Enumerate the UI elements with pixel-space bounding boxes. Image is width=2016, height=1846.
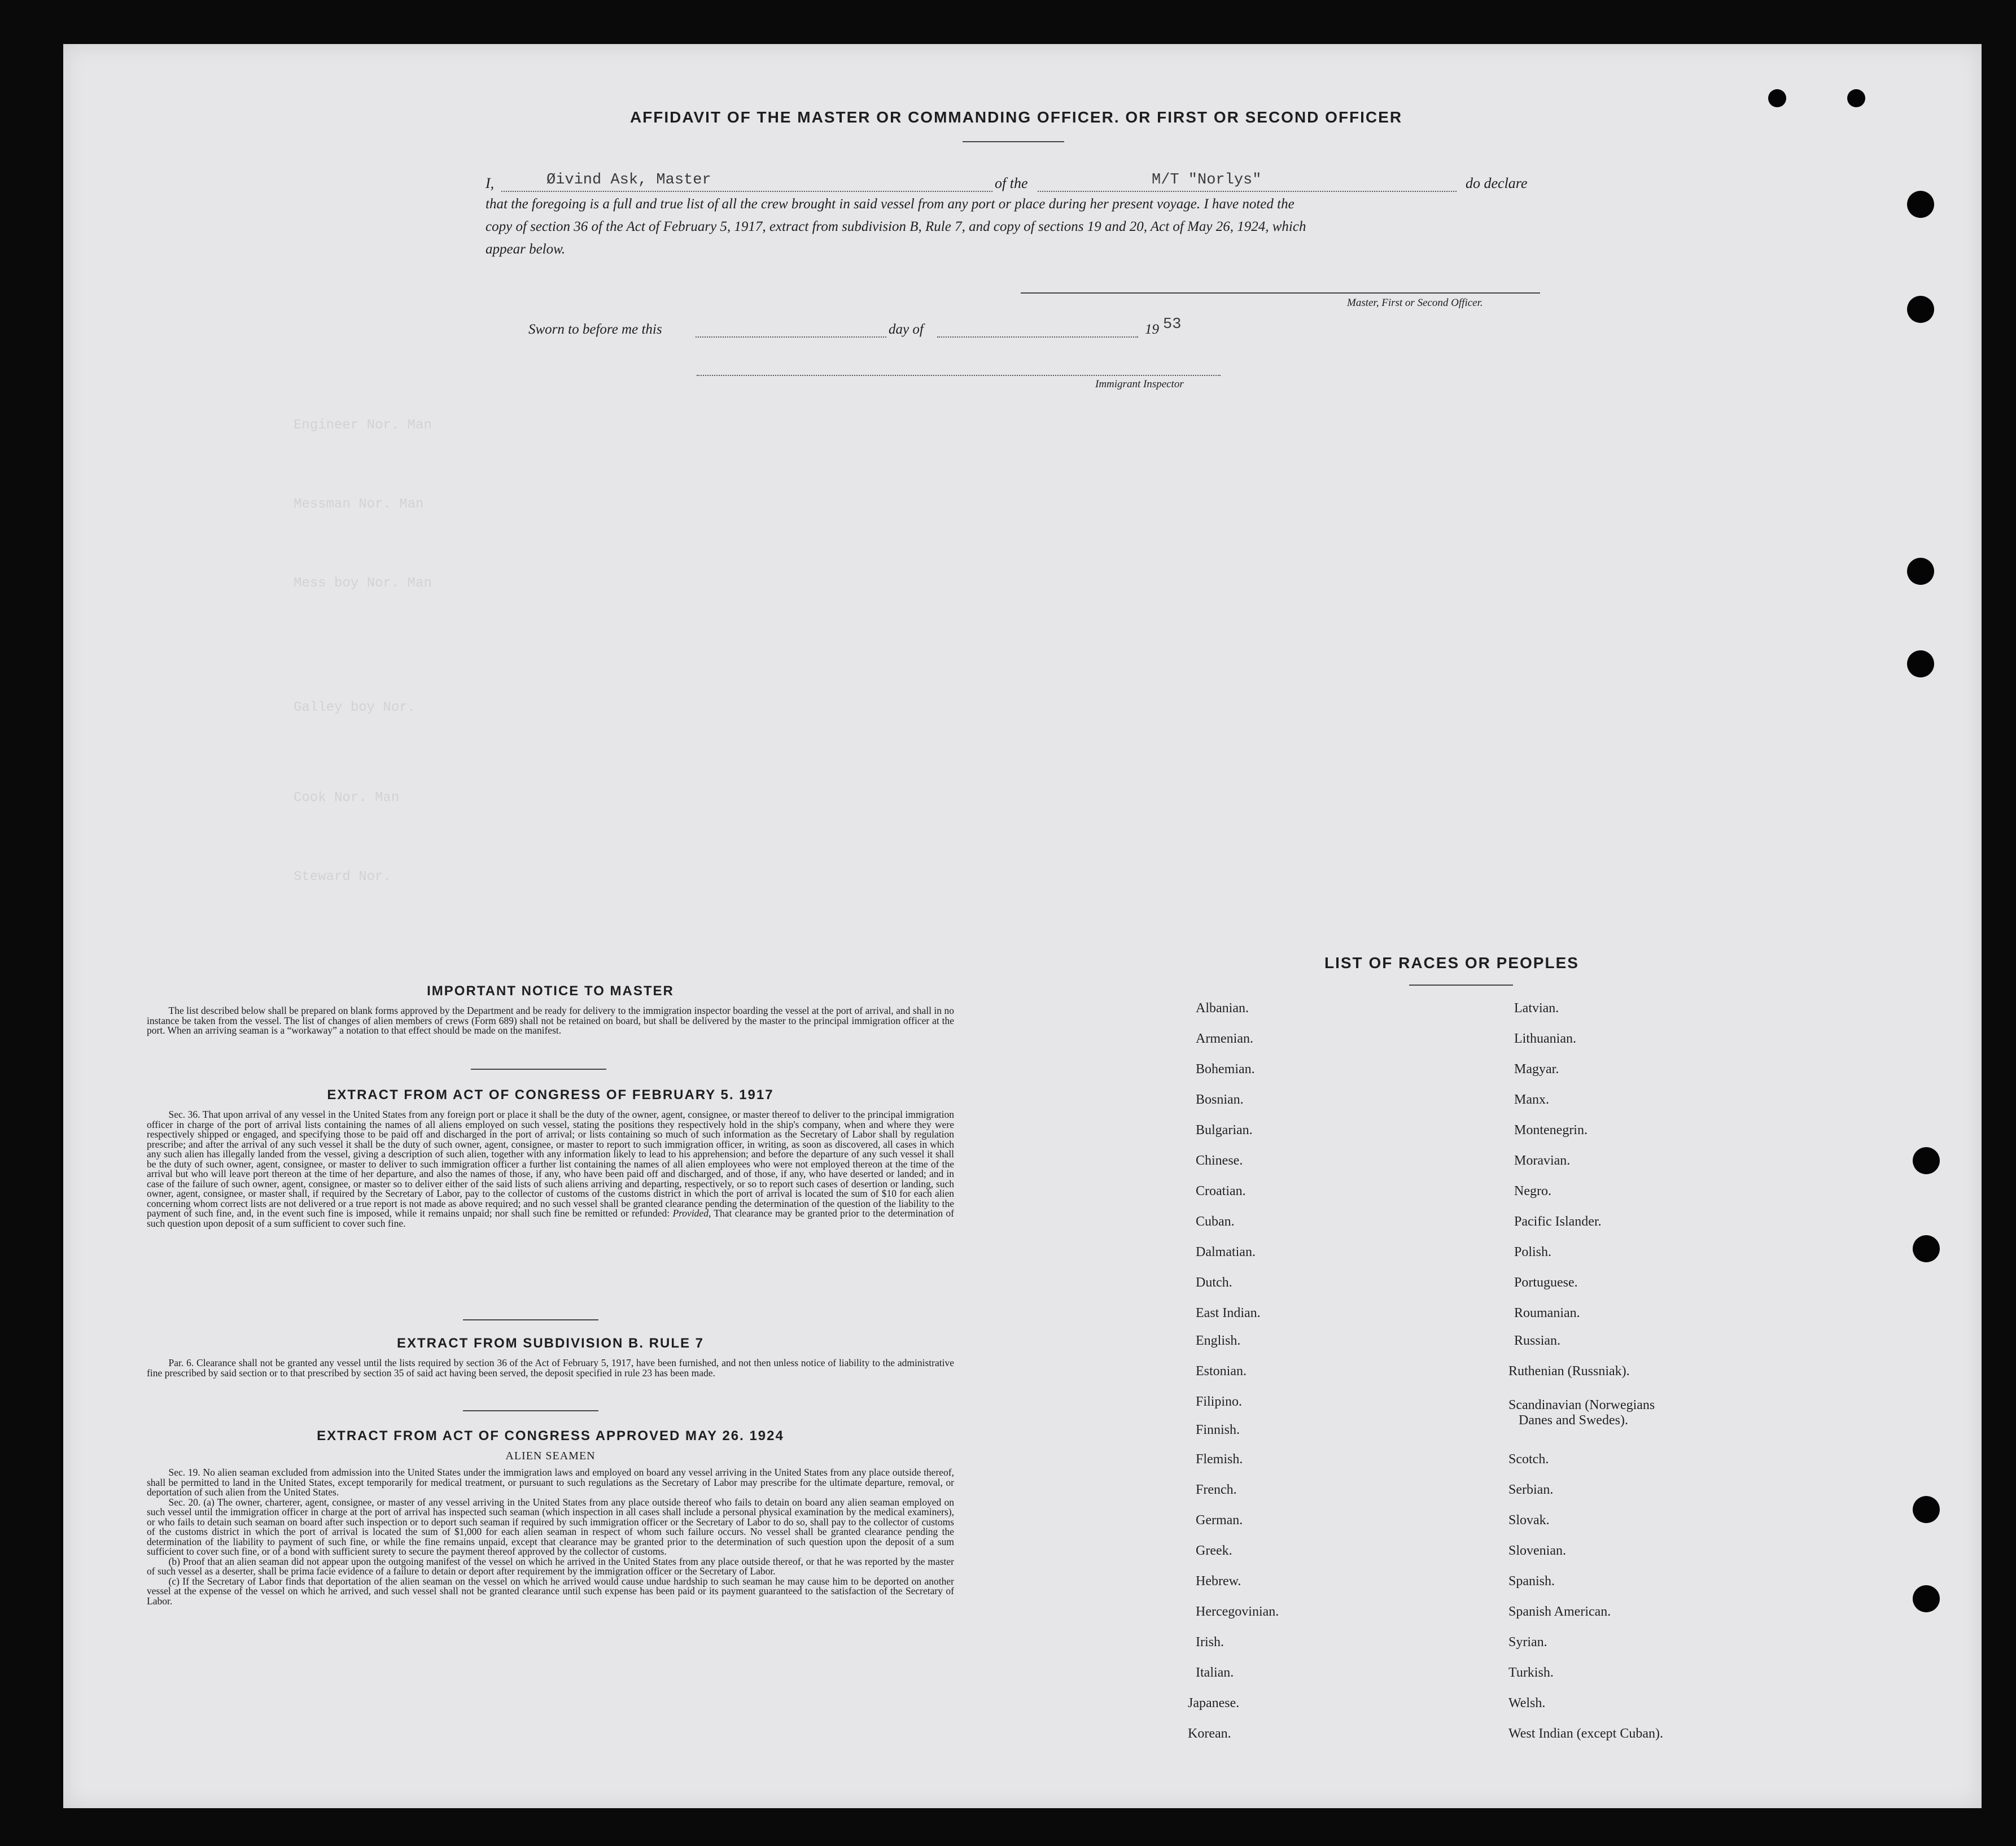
- inspector-caption: Immigrant Inspector: [1095, 378, 1184, 390]
- inspector-line: [697, 375, 1221, 376]
- master-name-line: [501, 191, 992, 192]
- binder-hole: [1913, 1147, 1940, 1174]
- affidavit-body-line3: appear below.: [486, 242, 566, 257]
- race-item: Manx.: [1514, 1092, 1549, 1107]
- race-item: Scotch.: [1508, 1452, 1549, 1467]
- race-item: Hebrew.: [1196, 1574, 1241, 1589]
- month-line: [937, 336, 1138, 338]
- race-item: Serbian.: [1508, 1482, 1554, 1497]
- divider: [963, 141, 1064, 142]
- race-item: Flemish.: [1196, 1452, 1243, 1467]
- year-prefix: 19: [1145, 322, 1159, 337]
- affidavit-i-label: I,: [486, 175, 495, 191]
- rule7-title: EXTRACT FROM SUBDIVISION B. RULE 7: [396, 1336, 705, 1351]
- race-item: Dutch.: [1196, 1275, 1232, 1290]
- race-item: Portuguese.: [1514, 1275, 1578, 1290]
- race-item: Armenian.: [1196, 1031, 1253, 1046]
- sworn-label: Sworn to before me this: [528, 322, 662, 337]
- race-item: Welsh.: [1508, 1696, 1546, 1711]
- divider: [463, 1410, 598, 1411]
- master-name-value: Øivind Ask, Master: [546, 172, 711, 189]
- binder-hole: [1907, 650, 1934, 677]
- race-item: West Indian (except Cuban).: [1508, 1726, 1663, 1741]
- binder-hole: [1907, 191, 1934, 218]
- sec20a-paragraph: [147, 1498, 954, 1557]
- extract-1924-body: [147, 1468, 954, 1606]
- rule7-body: Par. 6. Clearance shall not be granted any vessel until the lists required by section 36 of the Act of February 5, 1917, have been furnished, and not then unless notice of liability to the administrative fine prescribed by said section or to that prescribed by section 35 of said act having been served, the deposit specified in rule 23 has been made.: [147, 1357, 954, 1379]
- race-item: French.: [1196, 1482, 1237, 1497]
- race-item: Ruthenian (Russniak).: [1508, 1364, 1630, 1379]
- race-item: Albanian.: [1196, 1001, 1249, 1016]
- race-item: Cuban.: [1196, 1214, 1235, 1229]
- extract-1917-text: That upon arrival of any vessel in the United States from any foreign port or place it shall be the duty of the owner, agent, consignee, or master thereof to deliver to the principal immigration officer in charge of the port of arrival lists containing the names of all aliens employed on such vessel, stating the positions they respectively hold in the ship's company, when and where they were respectively shipped or engaged, and specifying those to be paid off and discharged in the port of arrival; or lists containing so much of such information as the Secretary of Labor shall by regulation prescribe; and after the arrival of any such vessel it shall be the duty of such owner, agent, consignee, or master to report to such immigration officer, in writing, as soon as discovered, all cases in which any such alien has illegally landed from the vessel, giving a description of such alien, together with any information likely to lead to his apprehension; and before the departure of any such vessel it shall be the duty of such owner, agent, consignee, or master to deliver to such immigration officer a further list containing the names of all alien employees who were not employed thereon at the time of the arrival but who will leave port thereon at the time of her departure, and also the names of those, if any, who have been paid off and discharged, and of those, if any, who have deserted or landed; and in case of the failure of such owner, agent, consignee, or master so to deliver either of the said lists of such aliens arriving and departing, respectively, or so to report such cases of desertion or landing, such owner, agent, consignee, or master shall, if required by the Secretary of Labor, pay to the collector of customs of the customs district in which the port of arrival is located the sum of $10 for each alien concerning whom correct lists are not delivered or a true report is not made as above required; and no such vessel shall be granted clearance pending the determination of the question of the liability to the payment of such fine, and, in the event such fine is imposed, while it remains unpaid; nor shall such fine be remitted or refunded:: [147, 1109, 954, 1219]
- provided-label: Provided,: [672, 1208, 711, 1219]
- race-item: Slovenian.: [1508, 1543, 1566, 1558]
- extract-1924-subtitle: ALIEN SEAMEN: [505, 1450, 596, 1462]
- race-item: Bulgarian.: [1196, 1123, 1253, 1138]
- sec19-label: Sec. 19.: [168, 1467, 200, 1478]
- race-item: Hercegovinian.: [1196, 1604, 1279, 1619]
- day-of-label: day of: [889, 322, 924, 337]
- do-declare-label: do declare: [1466, 175, 1528, 191]
- binder-hole: [1913, 1496, 1940, 1523]
- race-item: Montenegrin.: [1514, 1123, 1588, 1138]
- divider: [1409, 985, 1513, 986]
- race-item: Bohemian.: [1196, 1062, 1255, 1077]
- divider: [471, 1069, 606, 1070]
- race-item: Magyar.: [1514, 1062, 1559, 1077]
- of-the-label: of the: [995, 175, 1028, 191]
- race-item: Roumanian.: [1514, 1306, 1580, 1320]
- extract-1917-sec-label: Sec. 36.: [168, 1109, 200, 1120]
- race-item: Finnish.: [1196, 1423, 1240, 1437]
- binder-hole: [1907, 558, 1934, 585]
- extract-1917-body: [147, 1110, 954, 1228]
- race-item: Moravian.: [1514, 1153, 1571, 1168]
- race-item: Filipino.: [1196, 1394, 1243, 1409]
- race-item: Syrian.: [1508, 1635, 1547, 1650]
- extract-1924-title: EXTRACT FROM ACT OF CONGRESS APPROVED MAY 26. 1924: [317, 1428, 784, 1443]
- race-item: Croatian.: [1196, 1184, 1246, 1198]
- sec19-paragraph: [147, 1468, 954, 1498]
- race-item: Negro.: [1514, 1184, 1551, 1198]
- race-item: Slovak.: [1508, 1513, 1550, 1528]
- binder-hole: [1913, 1235, 1940, 1262]
- binder-hole: [1913, 1585, 1940, 1612]
- race-item: Irish.: [1196, 1635, 1224, 1650]
- sec19-text: No alien seaman excluded from admission into the United States under the immigration laws and employed on board any vessel arriving in the United States from any place outside thereof, shall be permitted to land in the United States, except temporarily for medical treatment, or pursuant to such regulations as the Secretary of Labor may prescribe for the ultimate departure, removal, or deportation of such alien from the United States.: [147, 1467, 954, 1498]
- race-item: Scandinavian (Norwegians Danes and Swedes).: [1508, 1398, 1655, 1428]
- signature-line: [1021, 292, 1540, 294]
- extract-1917-text-end: That clearance may be granted prior to the determination of such question upon deposit of a sum sufficient to cover such fine.: [147, 1208, 955, 1229]
- race-item: Chinese.: [1196, 1153, 1243, 1168]
- race-item: Polish.: [1514, 1245, 1552, 1259]
- binder-hole: [1907, 296, 1934, 323]
- sec20c-paragraph: (c) If the Secretary of Labor finds that deportation of the alien seaman on the vessel on which he arrived would cause undue hardship to such seaman he may cause him to be deported on another vessel at the expense of the vessel on which he arrived, and such vessel shall not be granted clearance until such expense has been paid or its payment guaranteed to the satisfaction of the Secretary of Labor.: [147, 1575, 954, 1607]
- divider: [463, 1319, 598, 1320]
- affidavit-body-line1: that the foregoing is a full and true list of all the crew brought in said vessel from any port or place during her present voyage. I have noted the: [486, 196, 1295, 212]
- binder-hole: [1847, 89, 1865, 107]
- race-item: Spanish American.: [1508, 1604, 1611, 1619]
- affidavit-body-line2: copy of section 36 of the Act of February 5, 1917, extract from subdivision B, Rule 7, and copy of sections 19 and 20, Act of May 26, 1924, which: [486, 219, 1306, 234]
- extract-1917-title: EXTRACT FROM ACT OF CONGRESS OF FEBRUARY 5. 1917: [327, 1087, 774, 1103]
- race-item: Estonian.: [1196, 1364, 1247, 1379]
- races-title: LIST OF RACES OR PEOPLES: [1324, 954, 1579, 972]
- race-item: German.: [1196, 1513, 1243, 1528]
- race-item: Japanese.: [1188, 1696, 1240, 1711]
- sworn-day-line: [696, 336, 886, 338]
- vessel-name-value: M/T "Norlys": [1152, 172, 1262, 189]
- sec20-label: Sec. 20.: [168, 1496, 201, 1508]
- race-item: Korean.: [1188, 1726, 1231, 1741]
- affidavit-title: AFFIDAVIT OF THE MASTER OR COMMANDING OFFICER. OR FIRST OR SECOND OFFICER: [629, 108, 1403, 126]
- binder-hole: [1768, 89, 1786, 107]
- race-item: Lithuanian.: [1514, 1031, 1576, 1046]
- race-item: English.: [1196, 1333, 1241, 1348]
- race-item: Pacific Islander.: [1514, 1214, 1602, 1229]
- race-item: East Indian.: [1196, 1306, 1261, 1320]
- race-item: Dalmatian.: [1196, 1245, 1256, 1259]
- race-item: Russian.: [1514, 1333, 1561, 1348]
- sec20a-text: (a) The owner, charterer, agent, consignee, or master of any vessel arriving in the United States from any place outside thereof who fails to detain on board any alien seaman employed on such vessel until the immigration officer in charge at the port of arrival has inspected such seaman (which inspection in all cases shall include a personal physical examination by the medical examiners), or who fails to detain such seaman on board after such inspection or to deport such seaman if required by such immigration officer or the Secretary of Labor to do so, shall pay to the collector of customs of the customs district in which the port of arrival is located the sum of $1,000 for each alien seaman in respect of whom such failure occurs. No vessel shall be granted clearance pending the determination of the liability to payment of such fine, or while the fine remains unpaid, except that clearance may be granted prior to the determination of such question upon the deposit of a sum sufficient to cover such fine, or of a bond with sufficient surety to secure the payment thereof approved by the collector of customs.: [147, 1496, 954, 1557]
- race-item: Spanish.: [1508, 1574, 1555, 1589]
- race-item: Greek.: [1196, 1543, 1232, 1558]
- race-item: Italian.: [1196, 1665, 1234, 1680]
- race-item: Turkish.: [1508, 1665, 1554, 1680]
- year-suffix: 53: [1163, 316, 1182, 333]
- notice-body: The list described below shall be prepared on blank forms approved by the Department and be ready for delivery to the immigration inspector boarding the vessel at the port of arrival, and shall in no instance be taken from the vessel. The list of changes of alien members of crews (Form 689) shall not be retained on board, but shall be delivered by the master to the principal immigration officer at the port. When an arriving seaman is a “workaway” a notation to that effect should be made on the manifest.: [147, 1005, 954, 1036]
- signature-caption: Master, First or Second Officer.: [1347, 297, 1483, 309]
- sec20b-paragraph: (b) Proof that an alien seaman did not appear upon the outgoing manifest of the vessel on which he arrived in the United States from any place outside thereof, or that he was reported by the master of such vessel as a deserter, shall be prima facie evidence of a failure to detain or deport after requirement by the immigration officer or the Secretary of Labor.: [147, 1555, 954, 1577]
- race-item: Bosnian.: [1196, 1092, 1244, 1107]
- vessel-name-line: [1038, 191, 1457, 192]
- race-item: Latvian.: [1514, 1001, 1559, 1016]
- notice-title: IMPORTANT NOTICE TO MASTER: [427, 983, 674, 999]
